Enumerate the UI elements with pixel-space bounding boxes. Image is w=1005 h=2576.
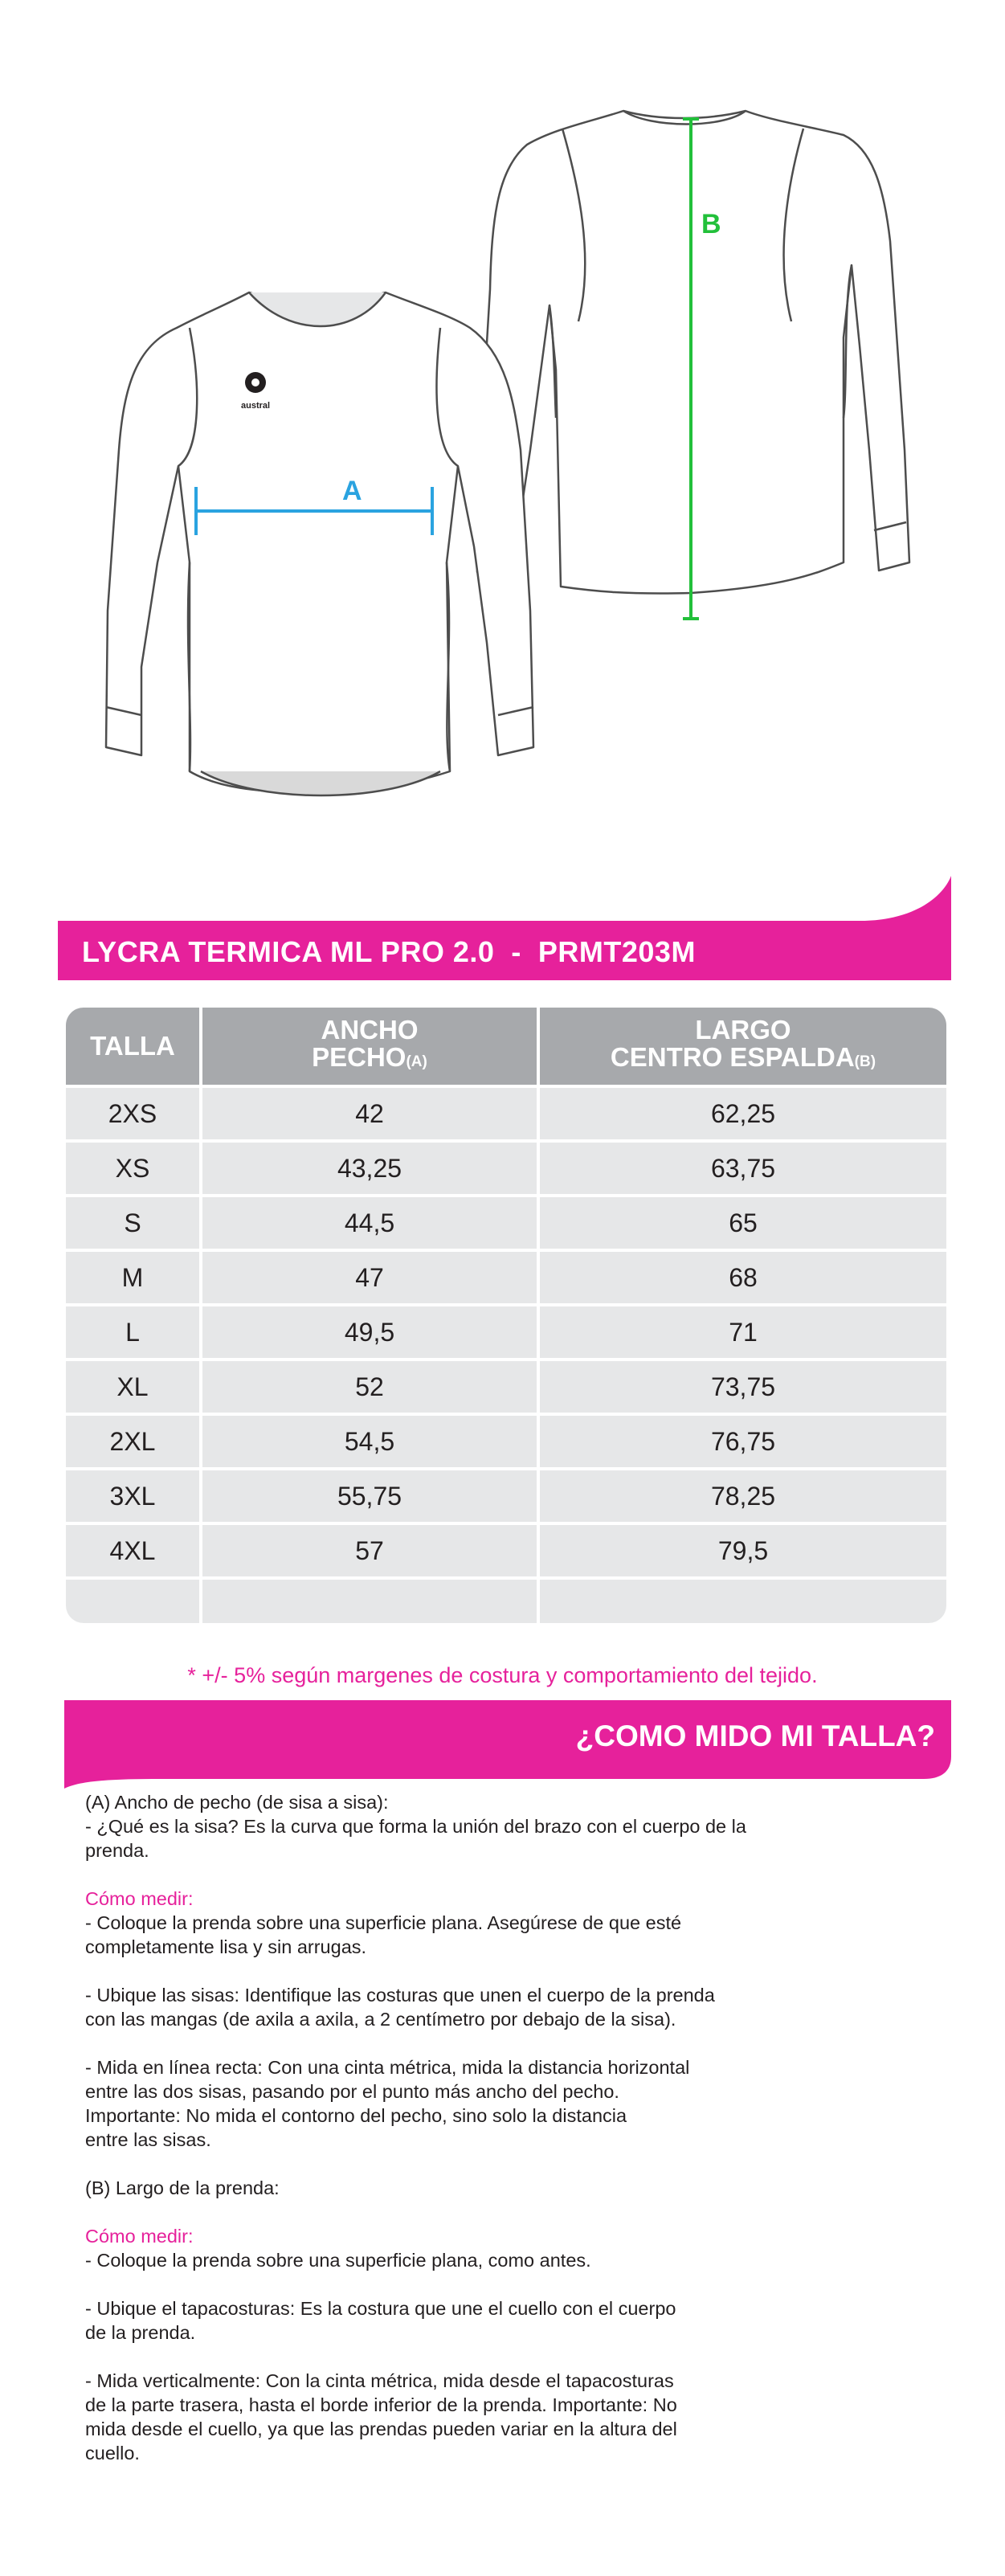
instruction-line: entre las dos sisas, pasando por el punto más ancho del pecho. — [85, 2081, 619, 2102]
size-table-header — [66, 1008, 946, 1085]
cell-largo — [540, 1580, 946, 1623]
product-title: LYCRA TERMICA ML PRO 2.0 - PRMT203M — [82, 935, 696, 968]
header-largo-line2: CENTRO ESPALDA — [610, 1042, 855, 1072]
cell-largo: 73,75 — [710, 1372, 776, 1401]
column-divider — [199, 1008, 202, 1623]
section-b-title: (B) Largo de la prenda: — [85, 2177, 280, 2198]
header-ancho-suffix: (A) — [406, 1053, 427, 1070]
cell-largo: 71 — [729, 1318, 758, 1347]
cell-talla: 2XS — [108, 1099, 157, 1128]
table-row — [66, 1525, 946, 1576]
header-ancho-line1: ANCHO — [321, 1015, 419, 1045]
instruction-line: prenda. — [85, 1840, 149, 1861]
instruction-line: - Mida en línea recta: Con una cinta métrica, mida la distancia horizontal — [85, 2057, 690, 2078]
cell-talla: L — [125, 1318, 140, 1347]
tolerance-note: * +/- 5% según margenes de costura y comportamiento del tejido. — [187, 1663, 818, 1687]
cell-ancho: 49,5 — [344, 1318, 395, 1347]
cell-largo: 62,25 — [710, 1099, 776, 1128]
cell-talla: 4XL — [109, 1536, 156, 1565]
cell-largo: 79,5 — [717, 1536, 769, 1565]
how-to-measure-bar — [64, 1700, 951, 1789]
brand-logo-text: austral — [241, 401, 271, 411]
back-view-shirt — [477, 111, 909, 594]
instruction-line: de la prenda. — [85, 2322, 196, 2343]
instruction-line: completamente lisa y sin arrugas. — [85, 1936, 367, 1957]
instruction-line: con las mangas (de axila a axila, a 2 centímetro por debajo de la sisa). — [85, 2009, 676, 2030]
cell-ancho: 57 — [355, 1536, 384, 1565]
instruction-line: de la parte trasera, hasta el borde inferior de la prenda. Importante: No — [85, 2394, 677, 2415]
header-largo-line1: LARGO — [695, 1015, 791, 1045]
instruction-line: Importante: No mida el contorno del pecho, sino solo la distancia — [85, 2105, 627, 2126]
header-largo-suffix: (B) — [854, 1053, 876, 1070]
table-row — [66, 1197, 946, 1249]
header-largo-espalda — [540, 1008, 946, 1085]
instruction-line: - ¿Qué es la sisa? Es la curva que forma la unión del brazo con el cuerpo de la — [85, 1816, 746, 1837]
cell-ancho: 47 — [355, 1263, 384, 1292]
cell-largo: 76,75 — [710, 1427, 776, 1456]
size-table — [66, 1008, 946, 1623]
instruction-line: mida desde el cuello, ya que las prendas pueden variar en la altura del — [85, 2419, 677, 2439]
cell-largo: 63,75 — [710, 1154, 776, 1183]
instruction-line: - Ubique el tapacosturas: Es la costura que une el cuello con el cuerpo — [85, 2298, 676, 2319]
how-to-label: Cómo medir: — [85, 2226, 194, 2247]
measure-label-b: B — [701, 209, 721, 239]
column-divider — [537, 1008, 540, 1623]
cell-talla: 3XL — [109, 1482, 156, 1511]
cell-talla: S — [124, 1208, 141, 1237]
instruction-line: - Coloque la prenda sobre una superficie plana. Asegúrese de que esté — [85, 1912, 682, 1933]
measure-label-a: A — [342, 476, 362, 506]
table-row — [66, 1088, 946, 1139]
size-table-body — [66, 1088, 946, 1623]
instruction-line: entre las sisas. — [85, 2129, 211, 2150]
cell-talla: 2XL — [109, 1427, 156, 1456]
header-talla — [66, 1008, 199, 1085]
cell-ancho — [202, 1580, 537, 1623]
header-ancho-line2: PECHO — [312, 1042, 406, 1072]
table-row — [66, 1361, 946, 1413]
how-to-measure-heading: ¿COMO MIDO MI TALLA? — [575, 1719, 935, 1752]
table-row — [66, 1143, 946, 1194]
cell-talla: XL — [116, 1372, 149, 1401]
garment-illustration — [0, 0, 1005, 820]
cell-talla: M — [121, 1263, 144, 1292]
cell-largo: 65 — [729, 1208, 758, 1237]
cell-largo: 68 — [729, 1263, 758, 1292]
cell-ancho: 43,25 — [337, 1154, 402, 1183]
product-title-bar — [58, 868, 951, 980]
cell-ancho: 54,5 — [344, 1427, 395, 1456]
table-row — [66, 1306, 946, 1358]
table-row — [66, 1580, 946, 1623]
header-ancho-pecho — [202, 1008, 537, 1085]
table-row — [66, 1416, 946, 1467]
cell-ancho: 52 — [355, 1372, 384, 1401]
cell-talla — [66, 1580, 199, 1623]
instruction-line: - Mida verticalmente: Con la cinta métrica, mida desde el tapacosturas — [85, 2370, 674, 2391]
table-row — [66, 1252, 946, 1303]
how-to-label: Cómo medir: — [85, 1888, 194, 1909]
cell-ancho: 55,75 — [337, 1482, 402, 1511]
cell-talla: XS — [115, 1154, 150, 1183]
table-row — [66, 1470, 946, 1522]
instruction-line: - Ubique las sisas: Identifique las costuras que unen el cuerpo de la prenda — [85, 1985, 715, 2006]
front-view-shirt — [106, 292, 533, 795]
cell-ancho: 42 — [355, 1099, 384, 1128]
measure-instructions — [85, 1790, 808, 2465]
header-talla-label: TALLA — [90, 1031, 175, 1061]
cell-ancho: 44,5 — [344, 1208, 395, 1237]
section-a-title: (A) Ancho de pecho (de sisa a sisa): — [85, 1792, 389, 1813]
instruction-line: cuello. — [85, 2443, 140, 2464]
instruction-line: - Coloque la prenda sobre una superficie plana, como antes. — [85, 2250, 591, 2271]
cell-largo: 78,25 — [710, 1482, 776, 1511]
garment-drawing — [0, 0, 1005, 820]
